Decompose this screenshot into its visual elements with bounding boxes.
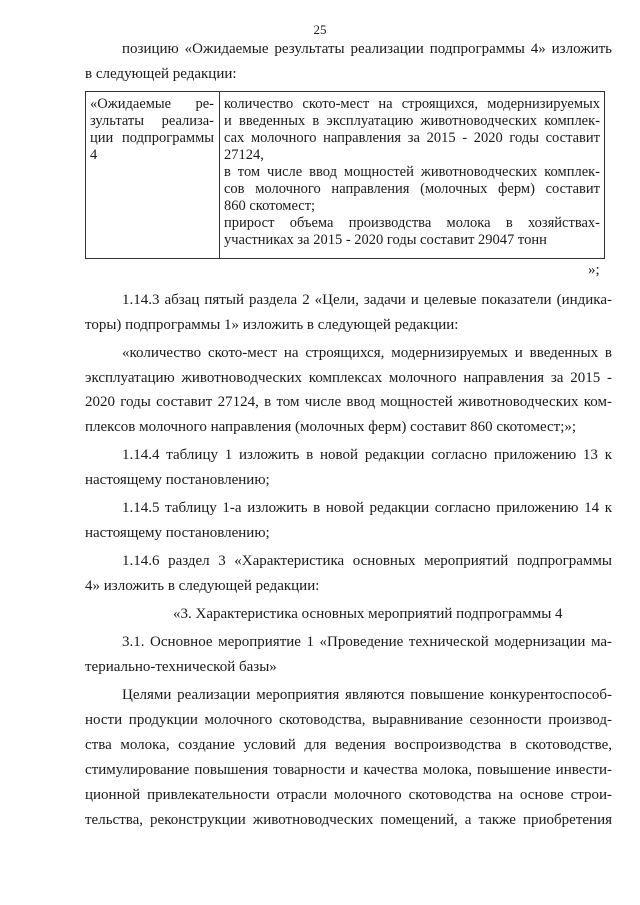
table-cell-line: ции подпрограммы bbox=[90, 130, 214, 146]
text-line: 1.14.3 абзац пятый раздела 2 «Цели, задачи и целевые показатели (индика- bbox=[122, 292, 612, 308]
text-line: стимулирование повышения товарности и качества молока, повышение инвести- bbox=[85, 762, 612, 778]
text-line: плексов молочного направления (молочных ферм) составит 860 скотомест;»; bbox=[85, 419, 577, 435]
table-cell-line: 27124, bbox=[224, 147, 264, 163]
table-cell-line: в том числе ввод мощностей животноводческих комплек- bbox=[224, 164, 600, 180]
table-cell-line: зультаты реализа- bbox=[90, 113, 214, 129]
text-line: 1.14.4 таблицу 1 изложить в новой редакции согласно приложению 13 к bbox=[122, 447, 612, 463]
table-closing-quote: »; bbox=[588, 262, 600, 278]
table-cell-line: 860 скотомест; bbox=[224, 198, 316, 214]
text-line: эксплуатацию животноводческих комплексах молочного направления за 2015 - bbox=[85, 370, 612, 386]
table-cell-line: и введенных в эксплуатацию животноводческих комплек- bbox=[224, 113, 600, 129]
text-line: 1.14.5 таблицу 1-а изложить в новой редакции согласно приложению 14 к bbox=[122, 500, 612, 516]
text-line: позицию «Ожидаемые результаты реализации подпрограммы 4» изложить bbox=[122, 41, 612, 57]
table-cell-line: прирост объема производства молока в хозяйствах- bbox=[224, 215, 600, 231]
text-line: тельства, реконструкции животноводческих помещений, а также приобретения bbox=[85, 812, 612, 828]
text-line: ства молока, создание условий для ведения воспроизводства в скотоводстве, bbox=[85, 737, 612, 753]
table-cell-line: «Ожидаемые ре- bbox=[90, 96, 214, 112]
page-number: 25 bbox=[313, 22, 327, 37]
table-cell-line: сов молочного направления (молочных ферм) составит bbox=[224, 181, 600, 197]
section-heading: «3. Характеристика основных мероприятий подпрограммы 4 bbox=[173, 606, 563, 622]
text-line: Целями реализации мероприятия являются повышение конкурентоспособ- bbox=[122, 687, 612, 703]
table-cell-line: количество ското-мест на строящихся, модернизируемых bbox=[224, 96, 600, 112]
text-line: 1.14.6 раздел 3 «Характеристика основных мероприятий подпрограммы bbox=[122, 553, 612, 569]
text-line: 3.1. Основное мероприятие 1 «Проведение технической модернизации ма- bbox=[122, 634, 612, 650]
text-line: настоящему постановлению; bbox=[85, 525, 270, 541]
text-line: настоящему постановлению; bbox=[85, 472, 270, 488]
table-cell-line: участниках за 2015 - 2020 годы составит 29047 тонн bbox=[224, 232, 547, 248]
text-line: 4» изложить в следующей редакции: bbox=[85, 578, 320, 594]
text-line: «количество ското-мест на строящихся, модернизируемых и введенных в bbox=[122, 345, 612, 361]
text-line: торы) подпрограммы 1» изложить в следующей редакции: bbox=[85, 317, 459, 333]
text-line: ности продукции молочного скотоводства, выравнивание сезонности производ- bbox=[85, 712, 612, 728]
table-column-divider bbox=[219, 92, 220, 258]
table-cell-line: 4 bbox=[90, 147, 98, 163]
results-table bbox=[85, 91, 605, 259]
text-line: териально-технической базы» bbox=[85, 659, 277, 675]
text-line: в следующей редакции: bbox=[85, 66, 237, 82]
table-cell-line: сах молочного направления за 2015 - 2020 годы составит bbox=[224, 130, 600, 146]
text-line: ционной привлекательности отрасли молочного скотоводства на основе строи- bbox=[85, 787, 612, 803]
text-line: 2020 годы составит 27124, в том числе ввод мощностей животноводческих ком- bbox=[85, 394, 612, 410]
